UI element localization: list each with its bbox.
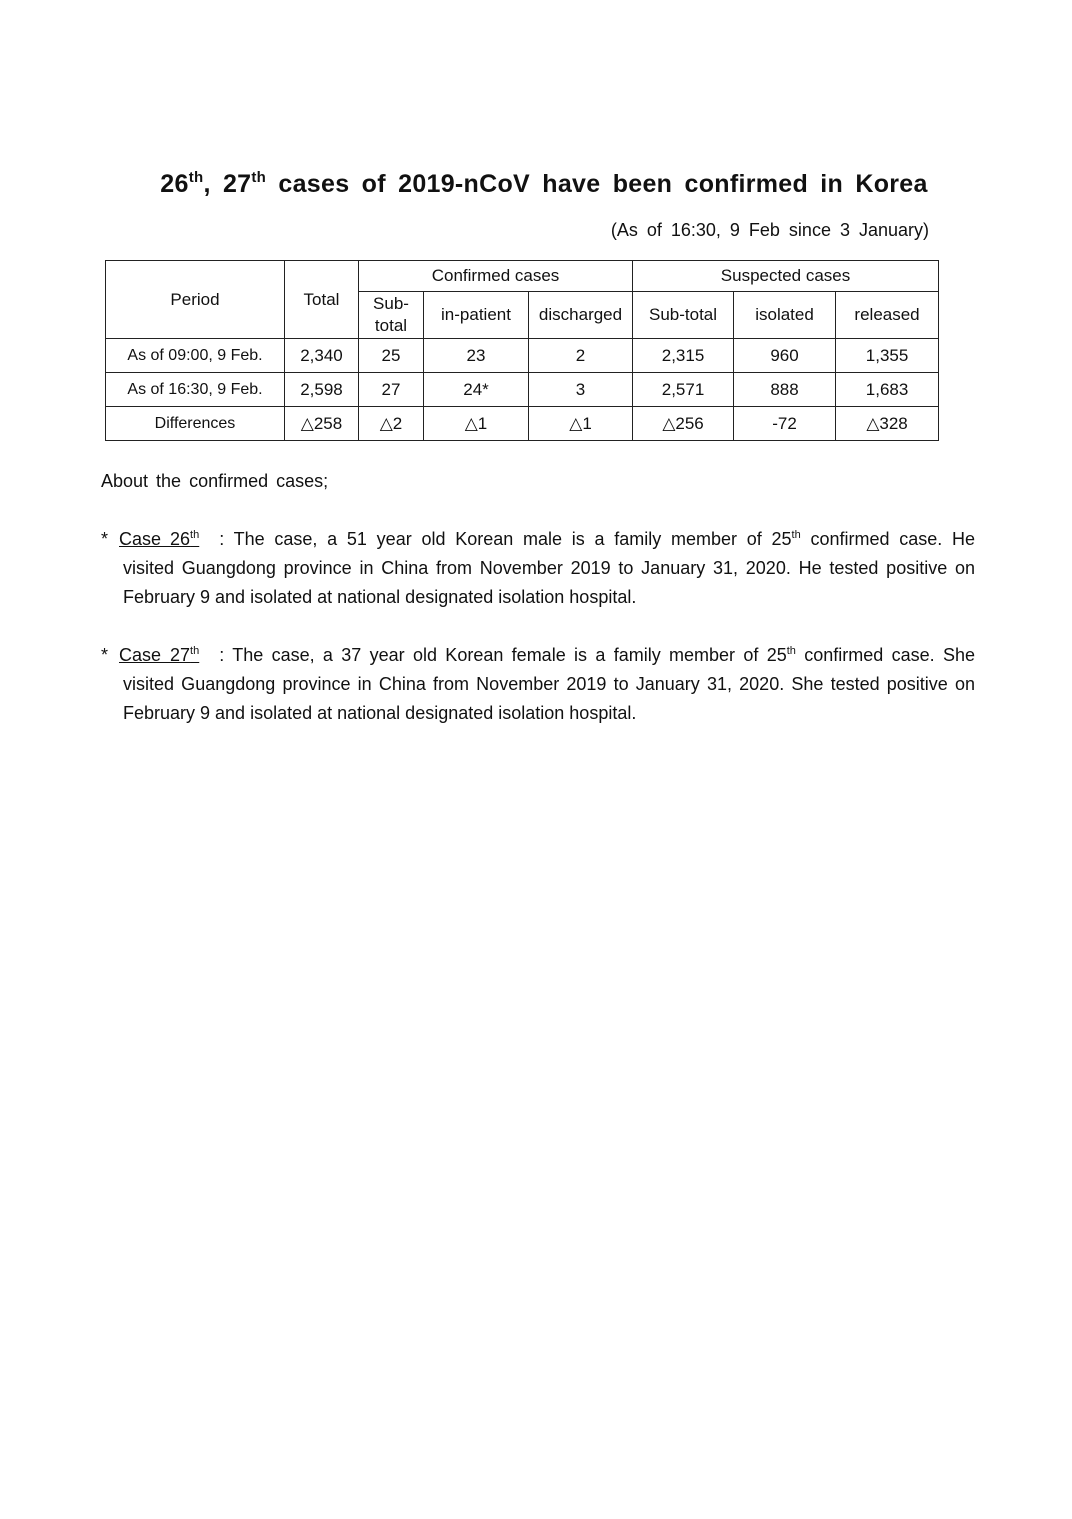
as-of-date: (As of 16:30, 9 Feb since 3 January) xyxy=(610,220,929,240)
case-26-first-line xyxy=(101,525,975,554)
case-statistics-table xyxy=(105,260,939,441)
case-27-label xyxy=(119,641,199,670)
table-row xyxy=(106,373,939,407)
table-cell: 27 xyxy=(359,373,424,407)
case-26-line1-suffix: th xyxy=(791,529,801,541)
title-case-1-number: 26 xyxy=(160,170,189,198)
case-26-label-text: Case 26 xyxy=(119,529,191,549)
table-cell: △1 xyxy=(529,407,633,441)
case-27-paragraph xyxy=(101,641,975,728)
table-cell: △258 xyxy=(285,407,359,441)
header-subtotal-line1: Sub- xyxy=(373,294,409,313)
table-cell-period: Differences xyxy=(106,407,285,441)
case-27-line1-pre: : The case, a 37 year old Korean female is a family member of 25 xyxy=(219,645,787,665)
table-cell: 23 xyxy=(424,339,529,373)
table-cell: 2,340 xyxy=(285,339,359,373)
table-cell-period: As of 09:00, 9 Feb. xyxy=(106,339,285,373)
case-26-body xyxy=(101,554,975,612)
table-cell: 960 xyxy=(734,339,836,373)
case-27-line1-post: confirmed case. She xyxy=(795,645,975,665)
header-discharged: discharged xyxy=(529,292,633,339)
table-cell: 2 xyxy=(529,339,633,373)
case-27-line1-suffix: th xyxy=(786,645,796,657)
header-confirmed-cases: Confirmed cases xyxy=(359,261,633,292)
case-26-paragraph xyxy=(101,525,975,612)
case-27-line1-text xyxy=(219,641,975,670)
about-confirmed-cases-label: About the confirmed cases; xyxy=(101,471,329,491)
table-cell: 888 xyxy=(734,373,836,407)
table-cell: △2 xyxy=(359,407,424,441)
case-26-label-suffix: th xyxy=(190,529,200,541)
title-case-2-suffix: th xyxy=(251,169,267,186)
case-26-line2: visited Guangdong province in China from November 2019 to January 31, 2020. He tested positive on xyxy=(123,558,975,578)
header-period: Period xyxy=(106,261,285,339)
case-27-label-suffix: th xyxy=(190,645,200,657)
case-26-label xyxy=(119,525,199,554)
table-cell: △328 xyxy=(836,407,939,441)
table-row xyxy=(106,339,939,373)
title-rest: cases of 2019-nCoV have been confirmed in Korea xyxy=(266,170,928,198)
page-title xyxy=(0,170,1072,199)
title-case-1-suffix: th xyxy=(188,169,204,186)
header-confirmed-subtotal xyxy=(359,292,424,339)
header-isolated: isolated xyxy=(734,292,836,339)
bullet-asterisk: * xyxy=(101,529,109,549)
case-26-line1-text xyxy=(219,525,975,554)
header-total: Total xyxy=(285,261,359,339)
title-separator: , xyxy=(203,170,223,198)
header-in-patient: in-patient xyxy=(424,292,529,339)
table-cell: 3 xyxy=(529,373,633,407)
table-cell: 1,683 xyxy=(836,373,939,407)
case-26-line1-pre: : The case, a 51 year old Korean male is a family member of 25 xyxy=(219,529,792,549)
table-cell: △1 xyxy=(424,407,529,441)
header-suspected-subtotal: Sub-total xyxy=(633,292,734,339)
case-27-first-line xyxy=(101,641,975,670)
table-cell: 2,598 xyxy=(285,373,359,407)
case-26-line3: February 9 and isolated at national designated isolation hospital. xyxy=(123,587,637,607)
table-cell: 25 xyxy=(359,339,424,373)
table-cell: 2,315 xyxy=(633,339,734,373)
table-cell: △256 xyxy=(633,407,734,441)
table-cell: 1,355 xyxy=(836,339,939,373)
case-27-line3: February 9 and isolated at national designated isolation hospital. xyxy=(123,703,637,723)
header-suspected-cases: Suspected cases xyxy=(633,261,939,292)
table-cell: 2,571 xyxy=(633,373,734,407)
bullet-asterisk: * xyxy=(101,645,109,665)
table-cell: 24* xyxy=(424,373,529,407)
table-cell-period: As of 16:30, 9 Feb. xyxy=(106,373,285,407)
table-cell: -72 xyxy=(734,407,836,441)
case-27-label-text: Case 27 xyxy=(119,645,191,665)
case-27-line2: visited Guangdong province in China from November 2019 to January 31, 2020. She tested positive on xyxy=(123,674,975,694)
case-27-body xyxy=(101,670,975,728)
title-case-2-number: 27 xyxy=(222,170,252,198)
header-released: released xyxy=(836,292,939,339)
header-subtotal-line2: total xyxy=(374,316,408,335)
case-26-line1-post: confirmed case. He xyxy=(800,529,975,549)
table-row xyxy=(106,407,939,441)
